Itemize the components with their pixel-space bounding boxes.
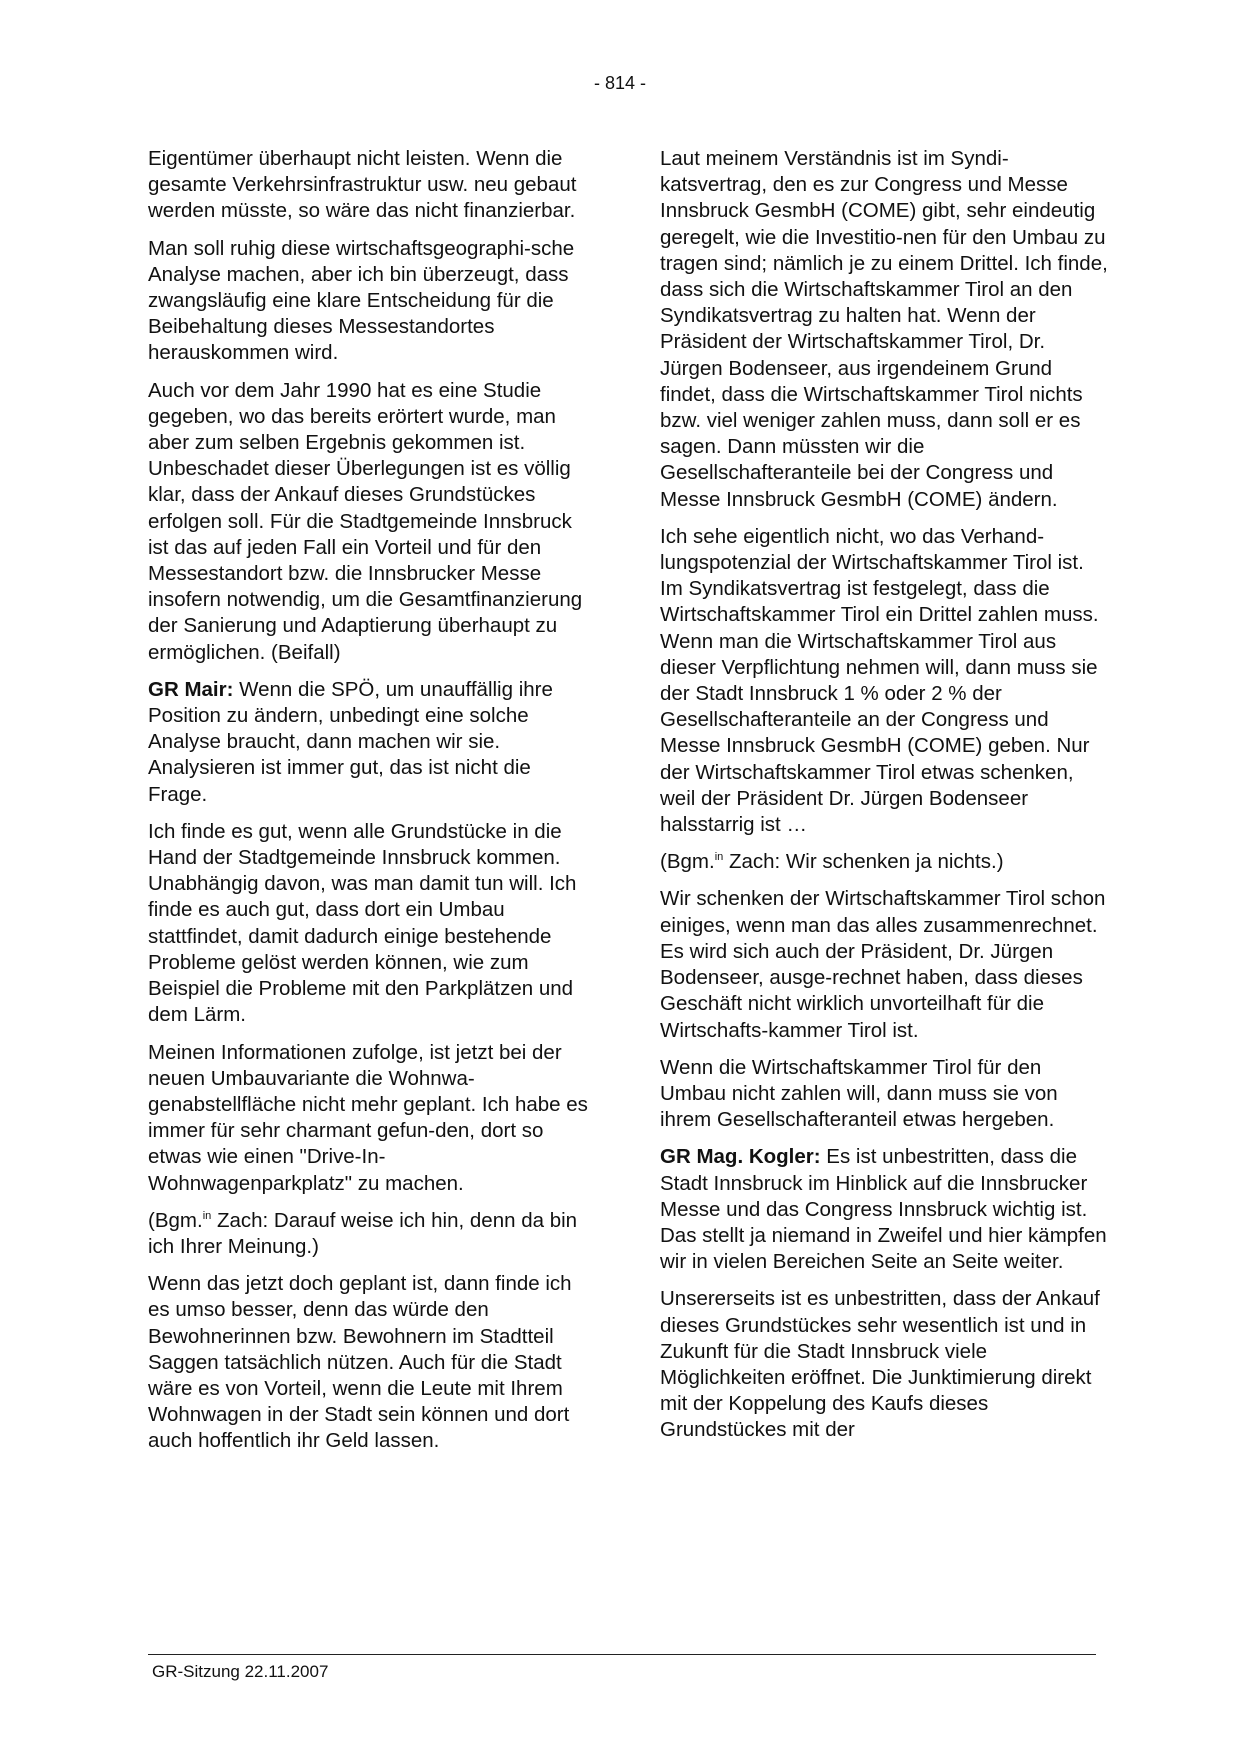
interjection-text: Zach: Darauf weise ich hin, denn da bin ich Ihrer Meinung.): [148, 1208, 578, 1258]
interjection: [660, 849, 1110, 875]
paragraph: Man soll ruhig diese wirtschaftsgeographi-sche Analyse machen, aber ich bin überzeugt, dass zwangsläufig eine klare Entscheidung für die Beibehaltung dieses Messestandortes herauskommen wird.: [148, 236, 575, 365]
speech-paragraph: [660, 1144, 1110, 1275]
paragraph: Wenn die Wirtschaftskammer Tirol für den Umbau nicht zahlen will, dann muss sie von ihrem Gesellschafteranteil etwas hergeben.: [660, 1055, 1058, 1132]
interjection-speaker: (Bgm.: [148, 1208, 203, 1232]
paragraph: Meinen Informationen zufolge, ist jetzt bei der neuen Umbauvariante die Wohnwa-genabstellfläche nicht mehr geplant. Ich habe es immer für sehr charmant gefun-den, dort so etwas wie einen "Drive-In-Wohnwagenparkplatz" zu machen.: [148, 1040, 588, 1195]
footer-session-date: GR-Sitzung 22.11.2007: [152, 1662, 329, 1681]
paragraph: Ich sehe eigentlich nicht, wo das Verhand-lungspotenzial der Wirtschaftskammer Tirol ist. Im Syndikatsvertrag ist festgelegt, dass die Wirtschaftskammer Tirol ein Drittel zahlen muss. Wenn man die Wirtschaftskammer Tirol aus dieser Verpflichtung nehmen will, dann muss sie der Stadt Innsbruck 1 % oder 2 % der Gesellschafteranteile an der Congress und Messe Innsbruck GesmbH (COME) geben. Nur der Wirtschaftskammer Tirol etwas schenken, weil der Präsident Dr. Jürgen Bodenseer halsstarrig ist …: [660, 524, 1099, 837]
footer-divider: [148, 1654, 1096, 1655]
right-column: [660, 146, 1110, 1455]
paragraph: Ich finde es gut, wenn alle Grundstücke in die Hand der Stadtgemeinde Innsbruck kommen. Unabhängig davon, was man damit tun will. Ich finde es auch gut, dass dort ein Umbau stattfindet, damit dadurch einige bestehende Probleme gelöst werden können, wie zum Beispiel die Probleme mit den Parkplätzen und dem Lärm.: [148, 819, 577, 1027]
speech-paragraph: [148, 677, 588, 808]
interjection-text: Zach: Wir schenken ja nichts.): [728, 850, 1004, 874]
speech-text: Wenn die SPÖ, um unauffällig ihre Position zu ändern, unbedingt eine solche Analyse braucht, dann machen wir sie. Analysieren ist immer gut, das ist nicht die Frage.: [148, 677, 553, 806]
interjection: [148, 1208, 588, 1260]
superscript: in: [714, 851, 724, 864]
speech-text: Es ist unbestritten, dass die Stadt Innsbruck im Hinblick auf die Innsbrucker Messe und das Congress Innsbruck wichtig ist. Das stellt ja niemand in Zweifel und hier kämpfen wir in vielen Bereichen Seite an Seite weiter.: [660, 1145, 1107, 1274]
left-column: [148, 146, 588, 1466]
paragraph: Laut meinem Verständnis ist im Syndi-katsvertrag, den es zur Congress und Messe Innsbruck GesmbH (COME) gibt, sehr eindeutig geregelt, wie die Investitio-nen für den Umbau zu tragen sind; nämlich je zu einem Drittel. Ich finde, dass sich die Wirtschaftskammer Tirol an den Syndikatsvertrag zu halten hat. Wenn der Präsident der Wirtschaftskammer Tirol, Dr. Jürgen Bodenseer, aus irgendeinem Grund findet, dass die Wirtschaftskammer Tirol nichts bzw. viel weniger zahlen muss, dann soll er es sagen. Dann müssten wir die Gesellschafteranteile bei der Congress und Messe Innsbruck GesmbH (COME) ändern.: [660, 147, 1108, 511]
speaker-name: GR Mair:: [148, 677, 234, 701]
paragraph: Eigentümer überhaupt nicht leisten. Wenn die gesamte Verkehrsinfrastruktur usw. neu gebaut werden müsste, so wäre das nicht finanzierbar.: [148, 147, 577, 223]
paragraph: Unsererseits ist es unbestritten, dass der Ankauf dieses Grundstückes sehr wesentlich ist und in Zukunft für die Stadt Innsbruck viele Möglichkeiten eröffnet. Die Junktimierung direkt mit der Koppelung des Kaufs dieses Grundstückes mit der: [660, 1287, 1100, 1442]
speaker-name: GR Mag. Kogler:: [660, 1145, 821, 1169]
superscript: in: [202, 1209, 212, 1222]
page-number: - 814 -: [593, 73, 647, 93]
paragraph: Wir schenken der Wirtschaftskammer Tirol schon einiges, wenn man das alles zusammenrechnet. Es wird sich auch der Präsident, Dr. Jürgen Bodenseer, ausge-rechnet haben, dass dieses Geschäft nicht wirklich unvorteilhaft für die Wirtschafts-kammer Tirol ist.: [660, 887, 1106, 1042]
paragraph: Wenn das jetzt doch geplant ist, dann finde ich es umso besser, denn das würde den Bewohnerinnen bzw. Bewohnern im Stadtteil Saggen tatsächlich nützen. Auch für die Stadt wäre es von Vorteil, wenn die Leute mit Ihrem Wohnwagen in der Stadt sein können und dort auch hoffentlich ihr Geld lassen.: [148, 1272, 572, 1453]
paragraph: Auch vor dem Jahr 1990 hat es eine Studie gegeben, wo das bereits erörtert wurde, man aber zum selben Ergebnis gekommen ist. Unbeschadet dieser Überlegungen ist es völlig klar, dass der Ankauf dieses Grundstückes erfolgen soll. Für die Stadtgemeinde Innsbruck ist das auf jeden Fall ein Vorteil und für den Messestandort bzw. die Innsbrucker Messe insofern notwendig, um die Gesamtfinanzierung der Sanierung und Adaptierung überhaupt zu ermöglichen. (Beifall): [148, 378, 583, 664]
interjection-speaker: (Bgm.: [660, 850, 715, 874]
